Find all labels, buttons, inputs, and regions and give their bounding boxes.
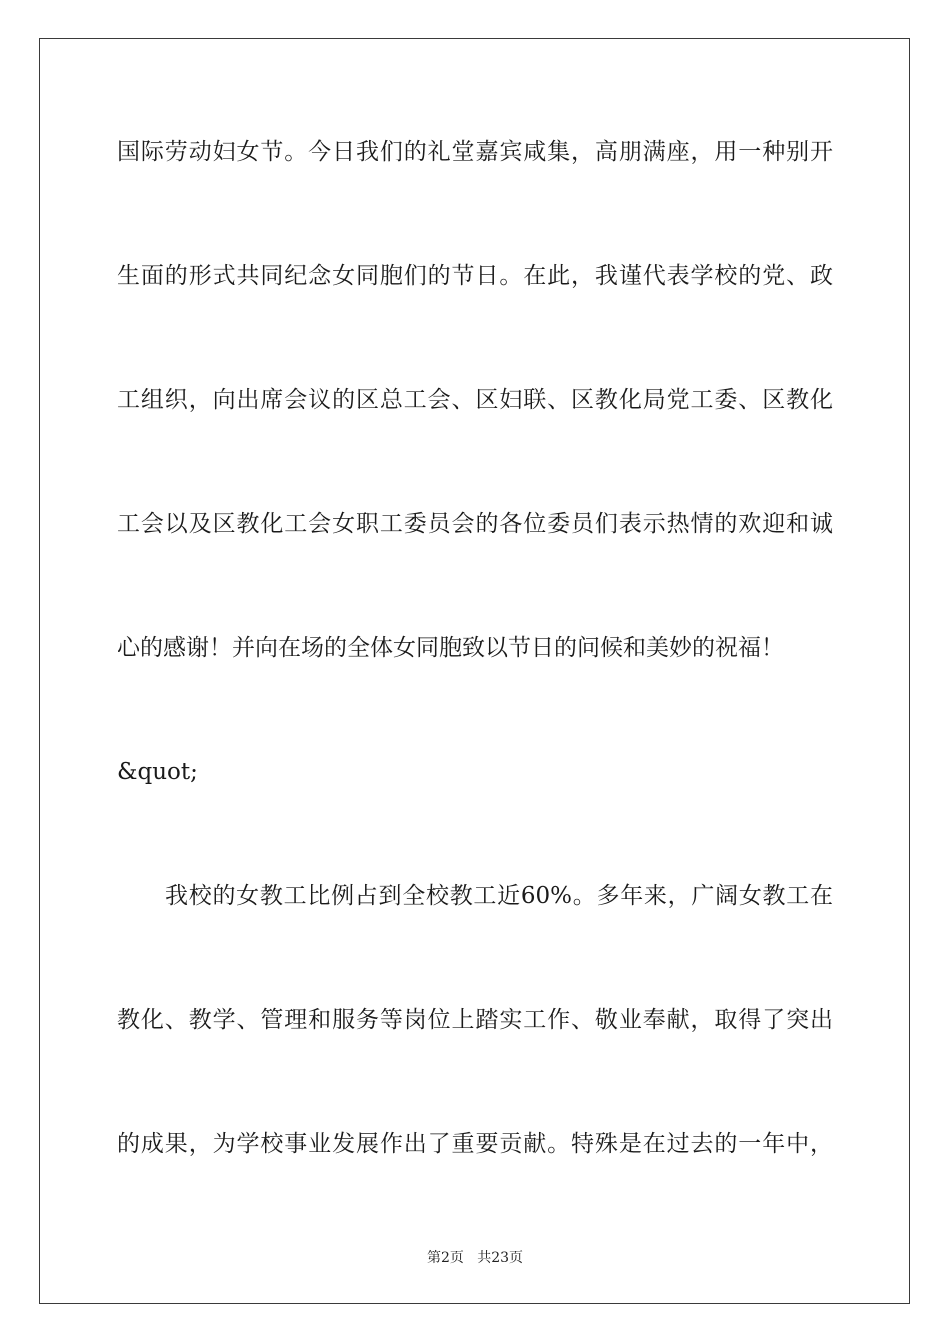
footer-current-page: 2: [440, 1250, 450, 1266]
footer-current-unit: 页: [449, 1250, 464, 1266]
body-line-1: 国际劳动妇女节。今日我们的礼堂嘉宾咸集，高朋满座，用一种别开: [117, 139, 833, 165]
footer-total-unit: 页: [509, 1250, 524, 1266]
page-border: [39, 38, 910, 1304]
body-line-8: 教化、教学、管理和服务等岗位上踏实工作、敬业奉献，取得了突出: [117, 1007, 833, 1033]
footer-total-pages: 23: [491, 1250, 510, 1266]
body-line-6: &quot;: [117, 759, 198, 785]
body-line-5: 心的感谢！并向在场的全体女同胞致以节日的问候和美妙的祝福！: [117, 635, 784, 661]
body-line-7: 我校的女教工比例占到全校教工近60%。多年来，广阔女教工在: [165, 883, 833, 909]
footer-total-label: 共: [477, 1250, 492, 1266]
body-line-3: 工组织，向出席会议的区总工会、区妇联、区教化局党工委、区教化: [117, 387, 833, 413]
page-footer: [0, 1247, 950, 1267]
body-line-4: 工会以及区教化工会女职工委员会的各位委员们表示热情的欢迎和诚: [117, 511, 833, 537]
body-line-9: 的成果，为学校事业发展作出了重要贡献。特殊是在过去的一年中，: [117, 1131, 833, 1157]
footer-current-label: 第: [426, 1250, 441, 1266]
body-line-2: 生面的形式共同纪念女同胞们的节日。在此，我谨代表学校的党、政: [117, 263, 833, 289]
